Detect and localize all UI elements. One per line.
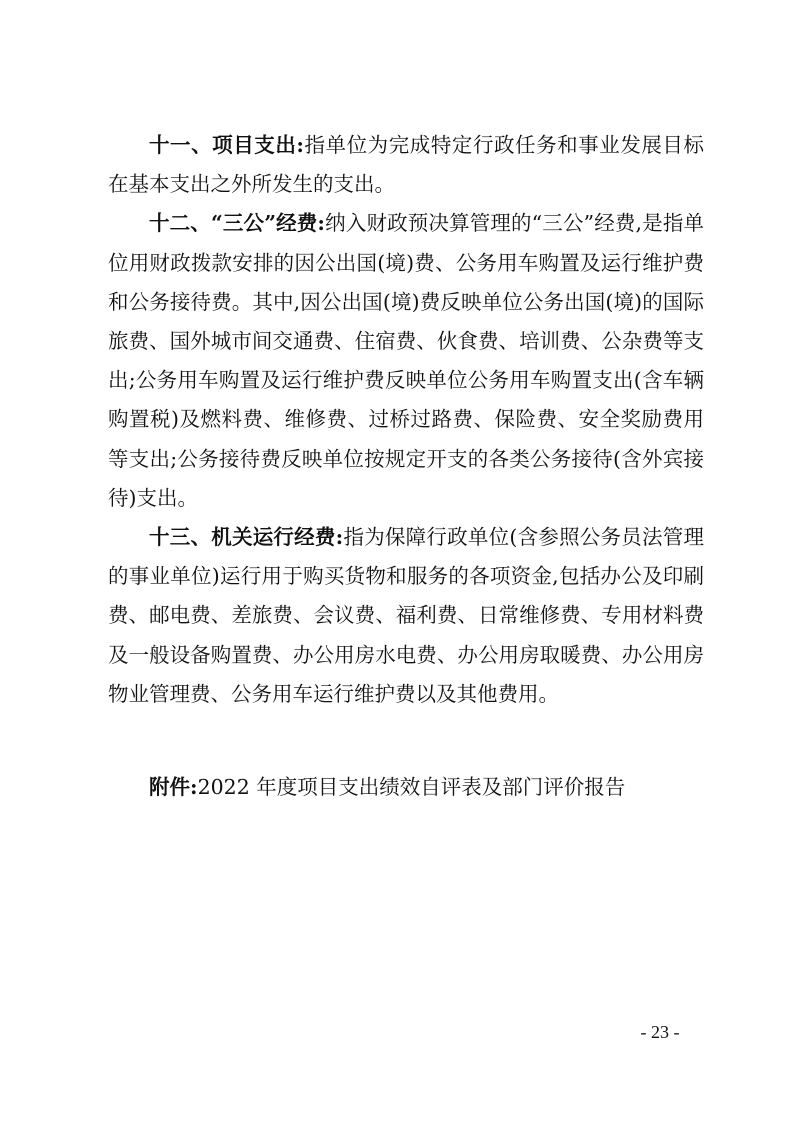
attachment-label: 附件: [149, 775, 198, 799]
section-heading: 十一、项目支出: [149, 133, 304, 157]
section-agency-operating-expenses [108, 518, 704, 714]
section-body: 指单位为完成特定行政任务和事业发展目标在基本支出之外所发生的支出。 [108, 133, 704, 197]
document-body [108, 126, 704, 714]
attachment-line [149, 768, 625, 807]
section-body: 纳入财政预决算管理的“三公”经费,是指单位用财政拨款安排的因公出国(境)费、公务用车购置及运行维护费和公务接待费。其中,因公出国(境)费反映单位公务出国(境)的国际旅费、国外城市间交通费、住宿费、伙食费、培训费、公杂费等支出;公务用车购置及运行维护费反映单位公务用车购置支出(含车辆购置税)及燃料费、维修费、过桥过路费、保险费、安全奖励费用等支出;公务接待费反映单位按规定开支的各类公务接待(含外宾接待)支出。 [108, 211, 704, 510]
section-three-public-expenses [108, 204, 704, 518]
section-project-expenditure [108, 126, 704, 204]
page-number: - 23 - [640, 1022, 680, 1042]
section-heading: 十三、机关运行经费: [149, 525, 344, 550]
section-body: 指为保障行政单位(含参照公务员法管理的事业单位)运行用于购买货物和服务的各项资金,包括办公及印刷费、邮电费、差旅费、会议费、福利费、日常维修费、专用材料费及一般设备购置费、办公用房水电费、办公用房取暖费、办公用房物业管理费、公务用车运行维护费以及其他费用。 [108, 525, 704, 706]
section-heading: 十二、“三公”经费: [149, 211, 326, 236]
attachment-text: 2022 年度项目支出绩效自评表及部门评价报告 [197, 775, 626, 799]
